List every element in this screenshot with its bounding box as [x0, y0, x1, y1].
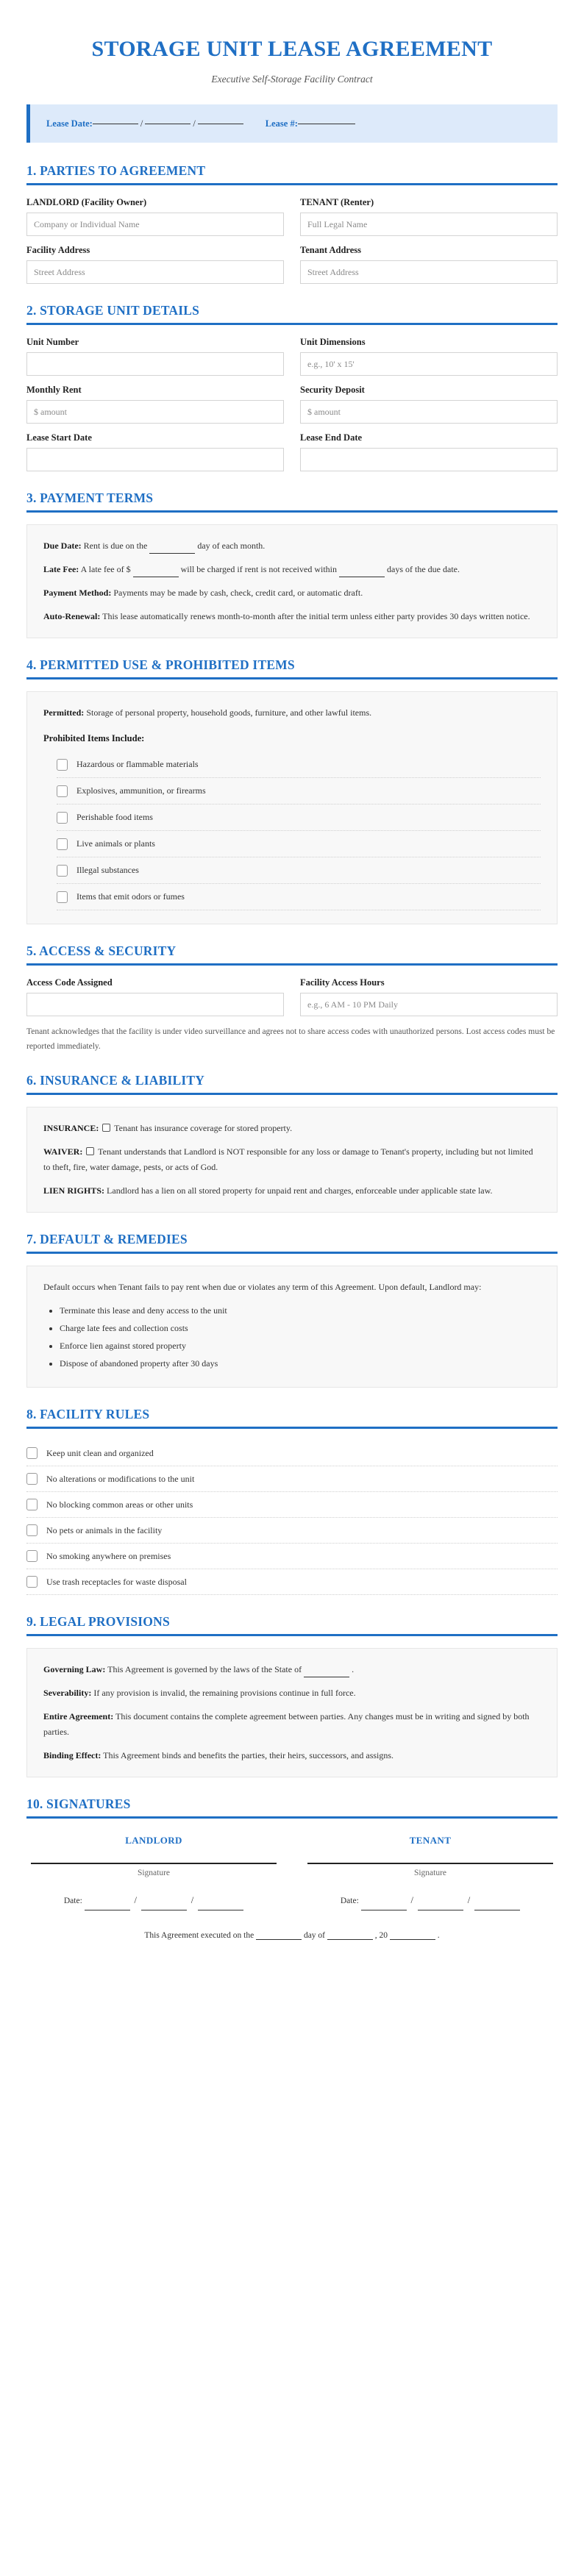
lien-rights-text: Landlord has a lien on all stored property for unpaid rent and charges, enforceable under applicable state law.	[107, 1185, 493, 1196]
section-divider	[26, 510, 558, 513]
lease-info-bar	[26, 104, 558, 143]
insurance-checkbox[interactable]	[102, 1124, 110, 1132]
checkbox-icon[interactable]	[57, 838, 68, 850]
checkbox-icon[interactable]	[26, 1473, 38, 1485]
insurance-panel	[26, 1107, 558, 1213]
landlord-date-sep-2: /	[190, 1895, 194, 1906]
tenant-date-label: Date:	[340, 1897, 359, 1906]
checkbox-icon[interactable]	[26, 1447, 38, 1459]
prohibited-items-list	[43, 752, 541, 910]
unit-dimensions-group	[300, 337, 558, 376]
section-divider	[26, 1634, 558, 1636]
lease-date-label: Lease Date:	[46, 118, 93, 129]
lease-end-label: Lease End Date	[300, 432, 363, 443]
remedy-item: • Charge late fees and collection costs	[60, 1321, 541, 1336]
due-date-text-2: day of each month.	[197, 540, 266, 552]
remedy-item: • Dispose of abandoned property after 30 days	[60, 1356, 541, 1371]
monthly-rent-label: Monthly Rent	[26, 385, 82, 396]
payment-terms-panel	[26, 524, 558, 638]
checkbox-icon[interactable]	[57, 812, 68, 824]
execution-text-1: This Agreement executed on the	[144, 1930, 254, 1940]
severability-label: Severability:	[43, 1688, 92, 1699]
checklist-item[interactable]	[57, 804, 541, 831]
lease-start-group	[26, 432, 284, 471]
section-legal-provisions	[26, 1614, 558, 1777]
late-fee-label: Late Fee:	[43, 564, 79, 575]
access-code-group	[26, 977, 284, 1016]
monthly-rent-group	[26, 385, 284, 424]
landlord-date-sep-1: /	[134, 1895, 138, 1906]
unit-number-label: Unit Number	[26, 337, 79, 348]
insurance-text: Tenant has insurance coverage for stored property.	[114, 1123, 293, 1134]
checkbox-icon[interactable]	[26, 1550, 38, 1562]
unit-number-group	[26, 337, 284, 376]
governing-law-text-1: This Agreement is governed by the laws of the State of	[107, 1664, 302, 1675]
default-intro: Default occurs when Tenant fails to pay rent when due or violates any term of this Agreement. Upon default, Landlord may:	[43, 1282, 482, 1293]
landlord-signature-block	[26, 1835, 281, 1910]
checklist-item-label: Use trash receptacles for waste disposal	[46, 1576, 187, 1587]
late-fee-text-2: will be charged if rent is not received within	[180, 564, 338, 575]
checklist-item-label: Illegal substances	[76, 865, 139, 876]
checklist-item-label: No blocking common areas or other units	[46, 1499, 193, 1510]
section-divider	[26, 1427, 558, 1429]
checklist-item[interactable]	[57, 884, 541, 910]
security-deposit-input[interactable]: $ amount	[300, 400, 558, 424]
entire-agreement-label: Entire Agreement:	[43, 1711, 114, 1722]
prohibited-items-heading: Prohibited Items Include:	[43, 733, 145, 744]
checklist-item-label: Live animals or plants	[76, 838, 155, 849]
section-heading-unit-details: 2. STORAGE UNIT DETAILS	[26, 303, 200, 318]
checklist-item[interactable]	[57, 831, 541, 857]
tenant-signature-caption: Signature	[413, 1869, 447, 1878]
tenant-label: TENANT (Renter)	[300, 197, 374, 208]
tenant-name-input[interactable]: Full Legal Name	[300, 213, 558, 236]
section-signatures	[26, 1797, 558, 1939]
facility-rules-list	[26, 1441, 558, 1595]
date-separator-2: /	[193, 118, 196, 129]
unit-row-2	[26, 385, 558, 424]
checkbox-icon[interactable]	[26, 1499, 38, 1510]
access-row	[26, 977, 558, 1016]
section-access-security	[26, 943, 558, 1054]
facility-address-label: Facility Address	[26, 245, 90, 256]
severability-text: If any provision is invalid, the remaining provisions continue in full force.	[93, 1688, 356, 1699]
default-remedies-panel	[26, 1266, 558, 1388]
section-permitted-use	[26, 657, 558, 924]
entire-agreement-text: This document contains the complete agreement between parties. Any changes must be in writing and signed by both parties.	[43, 1711, 530, 1738]
checklist-item-label: Explosives, ammunition, or firearms	[76, 785, 206, 796]
parties-names-row	[26, 197, 558, 236]
landlord-field-group	[26, 197, 284, 236]
facility-address-input[interactable]: Street Address	[26, 260, 284, 284]
section-heading-permitted-use: 4. PERMITTED USE & PROHIBITED ITEMS	[26, 657, 295, 673]
access-hours-label: Facility Access Hours	[300, 977, 385, 988]
execution-text-2: day of	[303, 1930, 325, 1940]
security-deposit-group	[300, 385, 558, 424]
checklist-item[interactable]	[26, 1569, 558, 1595]
parties-address-row	[26, 245, 558, 284]
late-fee-text-1: A late fee of $	[80, 564, 131, 575]
auto-renewal-text: This lease automatically renews month-to-month after the initial term unless either party provides 30 days written notice.	[102, 611, 530, 622]
access-code-label: Access Code Assigned	[26, 977, 113, 988]
checklist-item-label: No smoking anywhere on premises	[46, 1550, 171, 1561]
tenant-field-group	[300, 197, 558, 236]
signature-blocks	[26, 1835, 558, 1910]
lien-clause	[43, 1183, 541, 1199]
tenant-signature-line[interactable]	[307, 1863, 553, 1864]
remedies-list	[43, 1303, 541, 1371]
lease-end-group	[300, 432, 558, 471]
section-divider	[26, 323, 558, 325]
governing-law-text-2: .	[352, 1664, 355, 1675]
checklist-item-label: Items that emit odors or fumes	[76, 891, 185, 902]
execution-line	[26, 1931, 558, 1940]
access-hours-input[interactable]: e.g., 6 AM - 10 PM Daily	[300, 993, 558, 1016]
governing-law-label: Governing Law:	[43, 1664, 106, 1675]
facility-address-group	[26, 245, 284, 284]
unit-number-input[interactable]	[26, 352, 284, 376]
binding-effect-clause	[43, 1748, 541, 1763]
late-fee-clause	[43, 562, 541, 577]
section-default-remedies	[26, 1232, 558, 1388]
checklist-item-label: No alterations or modifications to the unit	[46, 1473, 195, 1484]
section-divider	[26, 1093, 558, 1095]
execution-month-blank[interactable]	[327, 1939, 373, 1940]
tenant-signature-block	[303, 1835, 558, 1910]
unit-row-3	[26, 432, 558, 471]
section-heading-default-remedies: 7. DEFAULT & REMEDIES	[26, 1232, 188, 1247]
access-code-input[interactable]	[26, 993, 284, 1016]
tenant-date-sep-2: /	[467, 1895, 471, 1906]
binding-effect-label: Binding Effect:	[43, 1750, 102, 1761]
checkbox-icon[interactable]	[57, 865, 68, 877]
section-parties	[26, 163, 558, 284]
checklist-item[interactable]	[26, 1492, 558, 1518]
landlord-signature-caption: Signature	[137, 1869, 171, 1878]
permitted-text: Storage of personal property, household goods, furniture, and other lawful items.	[86, 707, 372, 718]
severability-clause	[43, 1685, 541, 1701]
waiver-label: WAIVER:	[43, 1146, 83, 1157]
checklist-item-label: Hazardous or flammable materials	[76, 759, 199, 770]
due-date-clause	[43, 538, 541, 554]
checklist-item[interactable]	[57, 857, 541, 884]
governing-law-clause	[43, 1662, 541, 1677]
tenant-date-row	[303, 1891, 558, 1910]
page-subtitle: Executive Self-Storage Facility Contract	[211, 74, 373, 85]
section-heading-insurance: 6. INSURANCE & LIABILITY	[26, 1073, 205, 1088]
landlord-signature-role: LANDLORD	[125, 1835, 182, 1847]
monthly-rent-input[interactable]: $ amount	[26, 400, 284, 424]
section-unit-details	[26, 303, 558, 471]
checkbox-icon[interactable]	[26, 1576, 38, 1588]
tenant-signature-role: TENANT	[409, 1835, 452, 1847]
due-date-text-1: Rent is due on the	[83, 540, 148, 552]
section-divider	[26, 1252, 558, 1254]
section-heading-payment-terms: 3. PAYMENT TERMS	[26, 490, 154, 506]
late-fee-text-3: days of the due date.	[387, 564, 460, 575]
payment-method-clause	[43, 585, 541, 601]
checklist-item-label: Perishable food items	[76, 812, 153, 823]
tenant-address-label: Tenant Address	[300, 245, 362, 256]
access-hours-group	[300, 977, 558, 1016]
payment-method-text: Payments may be made by cash, check, credit card, or automatic draft.	[113, 588, 363, 599]
auto-renewal-clause	[43, 609, 541, 624]
waiver-checkbox[interactable]	[86, 1147, 94, 1155]
insurance-clause	[43, 1121, 541, 1136]
section-heading-access-security: 5. ACCESS & SECURITY	[26, 943, 177, 959]
section-heading-legal-provisions: 9. LEGAL PROVISIONS	[26, 1614, 170, 1630]
lease-number-label: Lease #:	[265, 118, 298, 129]
execution-year-blank[interactable]	[390, 1939, 435, 1940]
lease-start-label: Lease Start Date	[26, 432, 92, 443]
section-heading-parties: 1. PARTIES TO AGREEMENT	[26, 163, 206, 179]
section-heading-signatures: 10. SIGNATURES	[26, 1797, 131, 1812]
lien-rights-label: LIEN RIGHTS:	[43, 1185, 105, 1196]
section-insurance	[26, 1073, 558, 1213]
tenant-address-input[interactable]: Street Address	[300, 260, 558, 284]
due-date-blank[interactable]	[149, 553, 195, 554]
section-divider	[26, 677, 558, 679]
checklist-item-label: No pets or animals in the facility	[46, 1524, 163, 1535]
lease-end-input[interactable]	[300, 448, 558, 471]
landlord-label: LANDLORD (Facility Owner)	[26, 197, 147, 208]
entire-agreement-clause	[43, 1709, 541, 1740]
tenant-date-sep-1: /	[410, 1895, 414, 1906]
auto-renewal-label: Auto-Renewal:	[43, 611, 101, 622]
security-deposit-label: Security Deposit	[300, 385, 365, 396]
unit-dimensions-label: Unit Dimensions	[300, 337, 366, 348]
checklist-item[interactable]	[57, 752, 541, 778]
checklist-item[interactable]	[26, 1441, 558, 1466]
permitted-clause	[43, 705, 541, 721]
checkbox-icon[interactable]	[57, 759, 68, 771]
section-facility-rules	[26, 1407, 558, 1595]
section-divider	[26, 183, 558, 185]
permitted-label: Permitted:	[43, 707, 85, 718]
section-payment-terms	[26, 490, 558, 638]
waiver-text: Tenant understands that Landlord is NOT responsible for any loss or damage to Tenant's property, including but not limited to theft, fire, water damage, pests, or acts of God.	[43, 1146, 533, 1173]
execution-day-blank[interactable]	[256, 1939, 302, 1940]
section-heading-facility-rules: 8. FACILITY RULES	[26, 1407, 150, 1422]
landlord-date-row	[26, 1891, 281, 1910]
checkbox-icon[interactable]	[57, 891, 68, 903]
page-title: STORAGE UNIT LEASE AGREEMENT	[91, 37, 493, 61]
checkbox-icon[interactable]	[26, 1524, 38, 1536]
landlord-signature-line[interactable]	[31, 1863, 277, 1864]
checklist-item-label: Keep unit clean and organized	[46, 1447, 154, 1458]
unit-dimensions-input[interactable]: e.g., 10' x 15'	[300, 352, 558, 376]
execution-text-4: .	[437, 1930, 440, 1940]
access-security-note: Tenant acknowledges that the facility is under video surveillance and agrees not to share access codes with unauthorized persons. Lost access codes must be reported immediately.	[26, 1027, 555, 1051]
checklist-item[interactable]	[26, 1518, 558, 1544]
tenant-address-group	[300, 245, 558, 284]
insurance-label: INSURANCE:	[43, 1123, 99, 1134]
binding-effect-text: This Agreement binds and benefits the parties, their heirs, successors, and assigns.	[103, 1750, 394, 1761]
checkbox-icon[interactable]	[57, 785, 68, 797]
due-date-label: Due Date:	[43, 540, 82, 552]
lease-start-input[interactable]	[26, 448, 284, 471]
section-divider	[26, 1816, 558, 1819]
execution-text-3: , 20	[374, 1930, 388, 1940]
remedy-item: • Enforce lien against stored property	[60, 1338, 541, 1354]
date-separator-1: /	[140, 118, 143, 129]
waiver-clause	[43, 1144, 541, 1175]
remedy-item: • Terminate this lease and deny access to the unit	[60, 1303, 541, 1319]
checklist-item[interactable]	[57, 778, 541, 804]
payment-method-label: Payment Method:	[43, 588, 112, 599]
legal-provisions-panel	[26, 1648, 558, 1777]
permitted-use-panel	[26, 691, 558, 924]
section-divider	[26, 963, 558, 966]
unit-row-1	[26, 337, 558, 376]
landlord-name-input[interactable]: Company or Individual Name	[26, 213, 284, 236]
landlord-date-label: Date:	[63, 1897, 82, 1906]
checklist-item[interactable]	[26, 1466, 558, 1492]
checklist-item[interactable]	[26, 1544, 558, 1569]
